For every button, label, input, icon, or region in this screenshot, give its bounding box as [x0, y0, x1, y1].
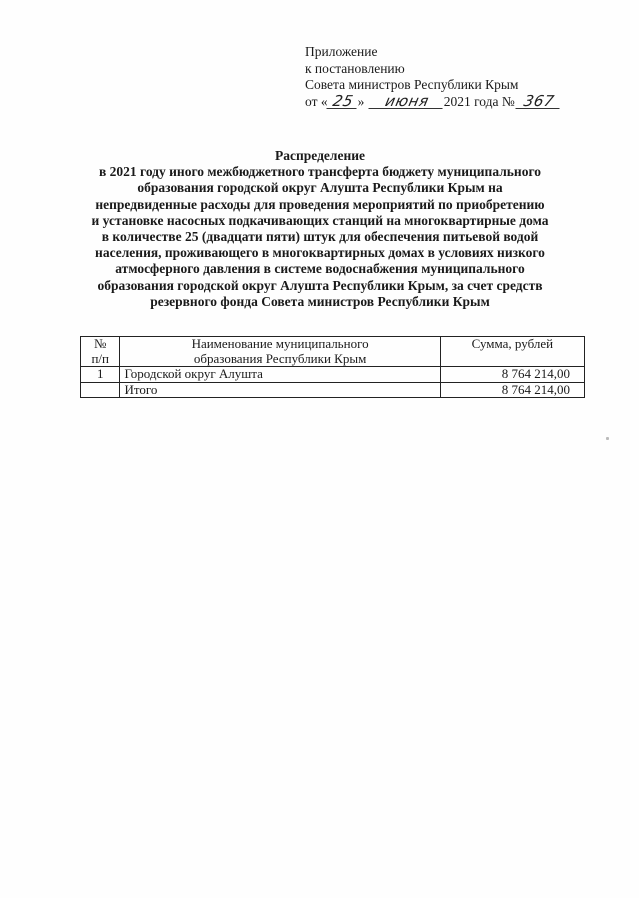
title-line: в количестве 25 (двадцати пяти) штук для обеспечения питьевой водой: [101, 229, 539, 245]
date-prefix: от «: [305, 93, 328, 109]
appendix-line-2: к постановлению: [305, 60, 405, 76]
row-sum: 8 764 214,00: [440, 367, 584, 383]
row-num: 1: [81, 367, 120, 383]
table-row: [81, 367, 585, 383]
title-line: образования городской округ Алушта Республики Крым на: [137, 180, 503, 196]
header-num: [81, 337, 120, 367]
header-name-line-2: образования Республики Крым: [193, 350, 367, 366]
handwritten-day: 25: [326, 94, 359, 109]
total-sum: 8 764 214,00: [440, 382, 584, 398]
distribution-title: [70, 148, 570, 310]
scan-speck: [606, 437, 609, 440]
row-name: Городской округ Алушта: [120, 367, 440, 383]
header-num-line-2: п/п: [91, 350, 109, 366]
appendix-line-3: Совета министров Республики Крым: [305, 77, 519, 92]
appendix-line-1: Приложение: [305, 44, 378, 59]
total-num-empty: [81, 382, 120, 398]
appendix-date-line: [305, 91, 561, 111]
handwritten-number: 367: [515, 94, 562, 109]
title-line: и установке насосных подкачивающих станций на многоквартирные дома: [91, 212, 549, 228]
title-line: населения, проживающего в многоквартирных домах в условиях низкого: [95, 245, 545, 261]
table-total-row: [81, 382, 585, 398]
distribution-table: [80, 336, 585, 398]
title-line: в 2021 году иного межбюджетного трансферта бюджету муниципального: [98, 164, 541, 180]
title-line: резервного фонда Совета министров Республики Крым: [150, 293, 490, 309]
title-line: атмосферного давления в системе водоснабжения муниципального: [115, 261, 525, 277]
total-label: Итого: [120, 382, 440, 398]
appendix-header: [305, 44, 561, 110]
title-body: [70, 164, 570, 310]
title-heading: Распределение: [274, 148, 366, 163]
date-year: 2021 года: [443, 93, 499, 109]
header-name-line-1: Наименование муниципального: [191, 336, 369, 351]
title-line: непредвиденные расходы для проведения мероприятий по приобретению: [95, 196, 545, 212]
header-name: [120, 337, 440, 367]
table-header-row: [81, 337, 585, 367]
header-sum: Сумма, рублей: [440, 337, 584, 367]
header-num-line-1: №: [94, 336, 107, 351]
number-prefix: №: [501, 93, 515, 109]
handwritten-month: июня: [368, 94, 445, 109]
title-line: образования городской округ Алушта Республики Крым, за счет средств: [97, 277, 543, 293]
date-quote-close: »: [357, 93, 365, 109]
